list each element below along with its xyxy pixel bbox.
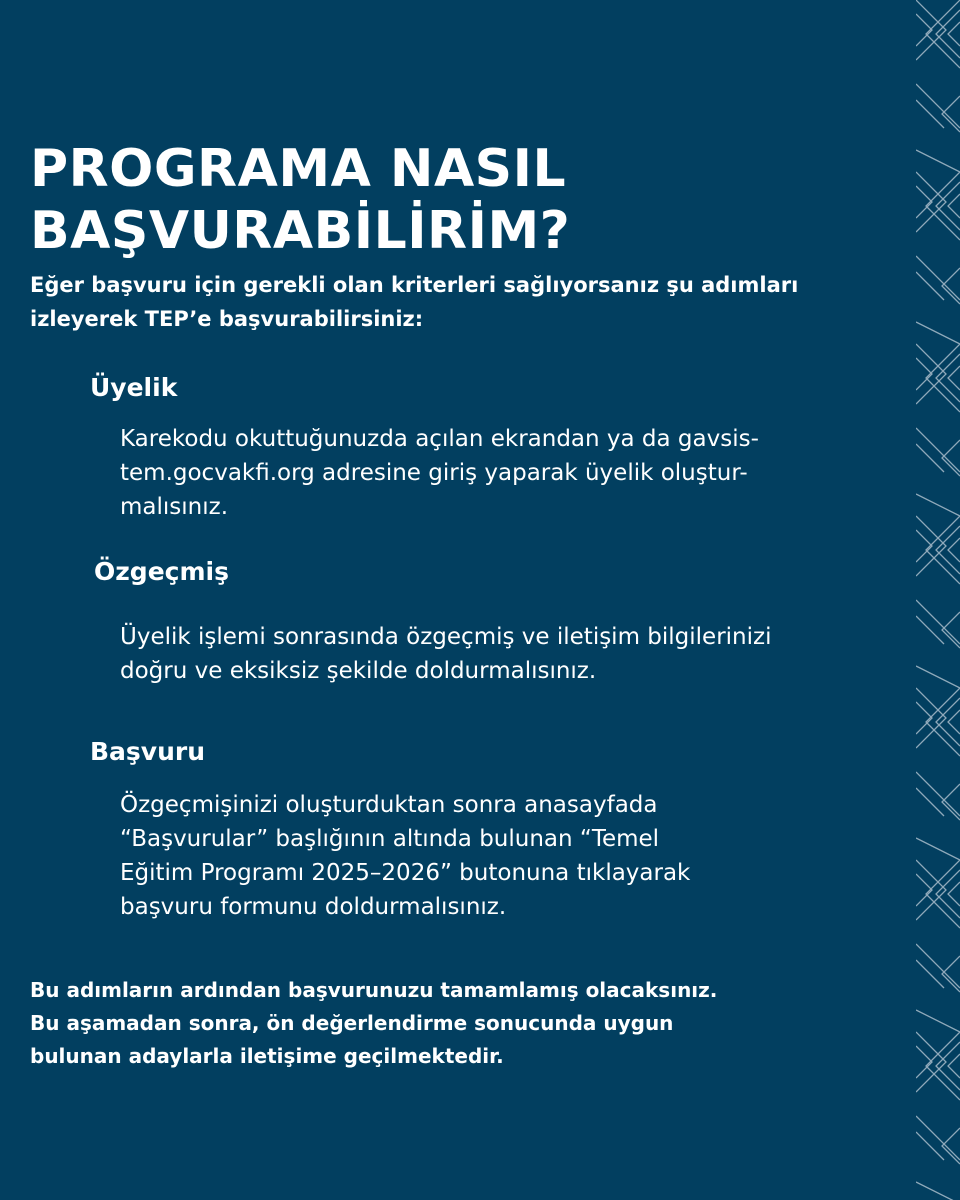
step-body-line: “Başvurular” başlığının altında bulunan “Temel [120, 826, 660, 852]
step-body-ozgecmis [120, 620, 860, 688]
step-body-line: Eğitim Programı 2025–2026” butonuna tıklayarak [120, 860, 691, 886]
step-body-line: Karekodu okuttuğunuzda açılan ekrandan ya da gavsis- [120, 426, 759, 452]
intro-line-2: izleyerek TEP’e başvurabilirsiniz: [30, 307, 424, 331]
step-body-line: tem.gocvakfi.org adresine giriş yaparak üyelik oluştur- [120, 460, 748, 486]
step-body-line: Özgeçmişinizi oluşturduktan sonra anasayfada [120, 792, 658, 818]
outro-line-3: bulunan adaylarla iletişime geçilmektedir. [30, 1044, 504, 1068]
page-title [30, 138, 570, 262]
step-body-line: malısınız. [120, 494, 229, 520]
step-body-line: Üyelik işlemi sonrasında özgeçmiş ve iletişim bilgilerinizi [120, 624, 772, 650]
page-title-line-1: PROGRAMA NASIL [30, 139, 567, 199]
outro-line-2: Bu aşamadan sonra, ön değerlendirme sonucunda uygun [30, 1011, 674, 1035]
step-title-basvuru: Başvuru [90, 737, 206, 766]
outro-line-1: Bu adımların ardından başvurunuzu tamamlamış olacaksınız. [30, 978, 718, 1002]
step-title-uyelik: Üyelik [90, 373, 178, 402]
outro-text [30, 974, 890, 1073]
step-body-uyelik [120, 422, 860, 524]
page-title-line-2: BAŞVURABİLİRİM? [30, 201, 571, 261]
intro-line-1: Eğer başvuru için gerekli olan kriterleri sağlıyorsanız şu adımları [30, 273, 799, 297]
step-body-line: doğru ve eksiksiz şekilde doldurmalısınız. [120, 658, 597, 684]
step-title-ozgecmis: Özgeçmiş [94, 557, 229, 586]
intro-text [30, 268, 900, 336]
step-body-line: başvuru formunu doldurmalısınız. [120, 894, 507, 920]
step-body-basvuru [120, 788, 860, 924]
geometric-pattern-decoration [916, 0, 960, 1200]
